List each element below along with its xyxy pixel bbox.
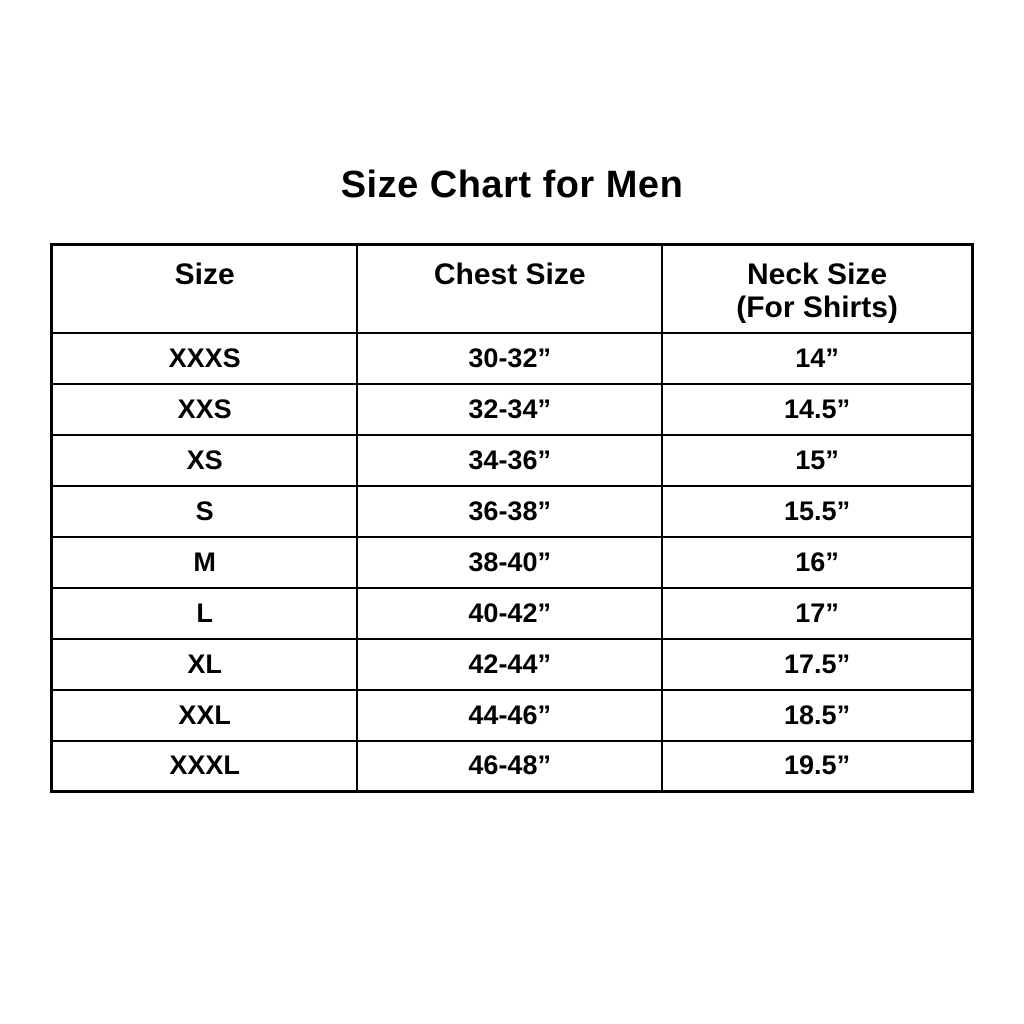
column-header-neck-size <box>662 245 972 333</box>
size-cell: S <box>52 486 358 537</box>
neck-size-cell: 18.5” <box>662 690 972 741</box>
table-row-xxs <box>52 384 973 435</box>
neck-size-cell: 19.5” <box>662 741 972 792</box>
table-row-m <box>52 537 973 588</box>
table-row-xs <box>52 435 973 486</box>
neck-size-cell: 17.5” <box>662 639 972 690</box>
table-row-xxxs <box>52 333 973 384</box>
neck-size-cell: 15” <box>662 435 972 486</box>
table-row-xl <box>52 639 973 690</box>
chest-size-cell: 32-34” <box>357 384 662 435</box>
column-header-chest-size: Chest Size <box>357 245 662 333</box>
chest-size-cell: 46-48” <box>357 741 662 792</box>
column-header-size: Size <box>52 245 358 333</box>
chest-size-cell: 36-38” <box>357 486 662 537</box>
table-row-s <box>52 486 973 537</box>
chest-size-cell: 34-36” <box>357 435 662 486</box>
chest-size-cell: 44-46” <box>357 690 662 741</box>
chest-size-cell: 38-40” <box>357 537 662 588</box>
table-body <box>52 333 973 792</box>
size-cell: XXL <box>52 690 358 741</box>
size-cell: L <box>52 588 358 639</box>
header-row <box>52 245 973 333</box>
size-cell: M <box>52 537 358 588</box>
size-cell: XXXS <box>52 333 358 384</box>
neck-size-cell: 17” <box>662 588 972 639</box>
table-header <box>52 245 973 333</box>
size-cell: XXS <box>52 384 358 435</box>
size-table <box>50 243 974 793</box>
chest-size-cell: 30-32” <box>357 333 662 384</box>
neck-size-cell: 14” <box>662 333 972 384</box>
size-cell: XXXL <box>52 741 358 792</box>
neck-header-line2: (For Shirts) <box>736 291 898 324</box>
neck-size-cell: 14.5” <box>662 384 972 435</box>
table-row-xxl <box>52 690 973 741</box>
chest-size-cell: 42-44” <box>357 639 662 690</box>
neck-header-line1: Neck Size <box>747 258 888 291</box>
chest-size-cell: 40-42” <box>357 588 662 639</box>
table-row-l <box>52 588 973 639</box>
table-row-xxxl <box>52 741 973 792</box>
neck-size-cell: 15.5” <box>662 486 972 537</box>
size-cell: XL <box>52 639 358 690</box>
page-title: Size Chart for Men <box>340 164 684 206</box>
neck-size-cell: 16” <box>662 537 972 588</box>
size-cell: XS <box>52 435 358 486</box>
